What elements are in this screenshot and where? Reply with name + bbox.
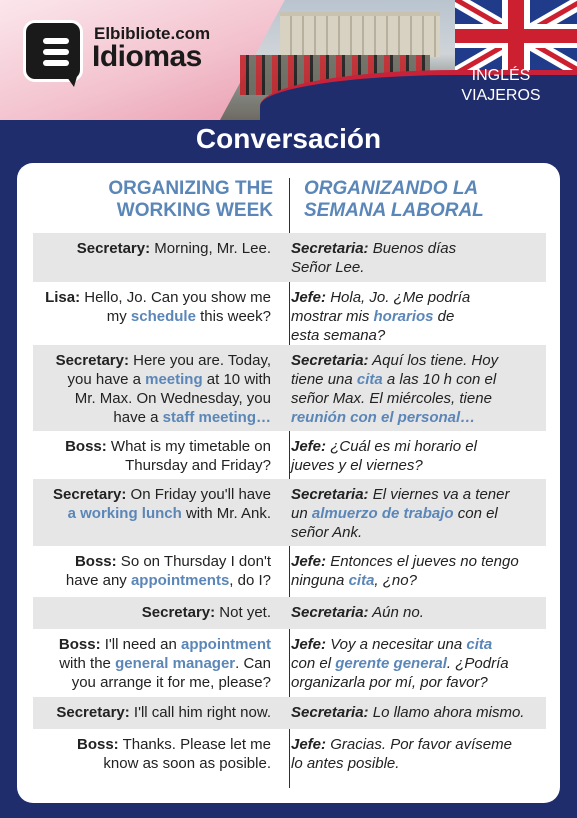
english-line	[41, 597, 271, 622]
dialogue-row	[33, 431, 546, 479]
dialogue-text: I'll call him right now.	[129, 704, 271, 721]
dialogue-text: Thanks. Please let me	[118, 736, 271, 753]
logo-title: Idiomas	[92, 40, 202, 73]
vocabulary-highlight: horarios	[373, 308, 434, 325]
dialogue-text: Gracias. Por favor avíseme	[326, 736, 512, 753]
dialogue-text: Morning, Mr. Lee.	[150, 240, 271, 257]
dialogue-text: Here you are. Today,	[128, 352, 271, 369]
dialogue-text: con el	[291, 655, 336, 672]
logo-site-name: Elbibliote.com	[94, 24, 211, 43]
english-column-heading	[37, 178, 273, 222]
spanish-line	[291, 431, 541, 475]
dialogue-text: Entonces el jueves no tengo	[326, 553, 519, 570]
speaker-label: Boss:	[77, 736, 119, 753]
spanish-column-heading	[304, 178, 540, 222]
vocabulary-highlight: meeting	[145, 371, 203, 388]
speaker-label: Boss:	[65, 438, 107, 455]
english-line	[41, 282, 271, 326]
dialogue-text: Hola, Jo. ¿Me podría	[326, 289, 471, 306]
vocabulary-highlight: cita	[356, 371, 383, 388]
spanish-line	[291, 597, 541, 622]
speaker-label: Secretary:	[56, 704, 130, 721]
dialogue-text: un	[291, 505, 312, 522]
header	[0, 0, 577, 120]
spanish-line	[291, 479, 541, 542]
english-line	[41, 479, 271, 523]
dialogue-text: ninguna	[291, 572, 349, 589]
dialogue-text: at 10 with	[202, 371, 271, 388]
dialogue-text: , ¿no?	[374, 572, 417, 589]
dialogue-text: my	[106, 308, 131, 325]
english-line	[41, 729, 271, 773]
dialogue-text: have a	[113, 409, 163, 426]
dialogue-text: . Can	[235, 655, 271, 672]
vocabulary-highlight: general manager	[115, 655, 236, 672]
speaker-label: Boss:	[58, 636, 101, 653]
dialogue-text: . ¿Podría	[446, 655, 509, 672]
spanish-heading-line-1: ORGANIZANDO LA	[304, 178, 479, 199]
dialogue-text: Not yet.	[215, 604, 271, 621]
dialogue-row	[33, 629, 546, 697]
dialogue-rows	[33, 233, 546, 777]
speaker-label: Lisa:	[45, 289, 81, 306]
english-line	[41, 697, 271, 722]
dialogue-text: know as soon as posible.	[103, 755, 271, 772]
english-heading-line-1: ORGANIZING THE	[108, 178, 273, 199]
speaker-label: Secretary:	[76, 240, 151, 257]
dialogue-text: a las 10 h con el	[382, 371, 497, 388]
speaker-label: Secretaria:	[291, 352, 369, 369]
vocabulary-highlight: staff meeting…	[162, 409, 271, 426]
dialogue-text: ¿Cuál es mi horario el	[326, 438, 477, 455]
dialogue-text: Lo llamo ahora mismo.	[368, 704, 525, 721]
speaker-label: Jefe:	[291, 289, 327, 306]
vocabulary-highlight: gerente general	[335, 655, 447, 672]
dialogue-row	[33, 729, 546, 777]
badge-line-1: INGLÉS	[471, 67, 531, 84]
vocabulary-highlight: almuerzo de trabajo	[311, 505, 454, 522]
vocabulary-highlight: cita	[466, 636, 493, 653]
vocabulary-highlight: cita	[348, 572, 375, 589]
english-line	[41, 546, 271, 590]
spanish-line	[291, 697, 541, 722]
dialogue-text: Aún no.	[368, 604, 424, 621]
union-jack-flag-icon	[455, 0, 577, 72]
dialogue-text: tiene una	[291, 371, 357, 388]
speaker-label: Secretary:	[141, 604, 216, 621]
palace-image	[280, 12, 440, 57]
vocabulary-highlight: appointments	[130, 572, 230, 589]
badge-line-2: VIAJEROS	[461, 87, 541, 104]
spanish-line	[291, 729, 541, 773]
dialogue-text: señor Ank.	[291, 524, 363, 541]
dialogue-text: , do I?	[229, 572, 271, 589]
speaker-label: Secretary:	[53, 486, 127, 503]
dialogue-text: you arrange it for me, please?	[71, 674, 271, 691]
dialogue-text: So on Thursday I don't	[116, 553, 271, 570]
english-heading-line-2: WORKING WEEK	[116, 200, 273, 221]
spanish-line	[291, 233, 541, 277]
dialogue-row	[33, 282, 546, 345]
speaker-label: Secretaria:	[291, 604, 369, 621]
page-title: Conversación	[195, 123, 382, 154]
dialogue-text: esta semana?	[291, 327, 386, 344]
dialogue-text: I'll need an	[100, 636, 181, 653]
speaker-label: Jefe:	[291, 636, 327, 653]
dialogue-row	[33, 697, 546, 729]
vocabulary-highlight: a working lunch	[67, 505, 182, 522]
speaker-label: Secretaria:	[291, 240, 369, 257]
dialogue-row	[33, 479, 546, 546]
dialogue-text: with Mr. Ank.	[181, 505, 271, 522]
dialogue-text: Buenos días	[368, 240, 457, 257]
dialogue-text: Señor Lee.	[291, 259, 365, 276]
dialogue-row	[33, 546, 546, 597]
dialogue-text: lo antes posible.	[291, 755, 400, 772]
dialogue-text: organizarla por mí, por favor?	[291, 674, 488, 691]
dialogue-text: El viernes va a tener	[368, 486, 510, 503]
dialogue-text: this week?	[195, 308, 271, 325]
speaker-label: Secretaria:	[291, 704, 369, 721]
dialogue-row	[33, 345, 546, 431]
dialogue-text: Hello, Jo. Can you show me	[80, 289, 271, 306]
dialogue-text: con el	[453, 505, 498, 522]
dialogue-text: you have a	[67, 371, 146, 388]
english-line	[41, 345, 271, 427]
conversation-card	[17, 163, 560, 803]
dialogue-text: Aquí los tiene. Hoy	[368, 352, 499, 369]
dialogue-row	[33, 597, 546, 629]
spanish-line	[291, 345, 541, 427]
speaker-label: Jefe:	[291, 736, 327, 753]
dialogue-text: Mr. Max. On Wednesday, you	[74, 390, 271, 407]
english-line	[41, 629, 271, 692]
logo-icon	[23, 20, 83, 82]
dialogue-text: with the	[59, 655, 116, 672]
spanish-line	[291, 282, 541, 345]
dialogue-text: señor Max. El miércoles, tiene	[291, 390, 492, 407]
spanish-line	[291, 629, 541, 692]
category-badge	[446, 66, 556, 116]
dialogue-text: mostrar mis	[291, 308, 374, 325]
speaker-label: Boss:	[74, 553, 117, 570]
vocabulary-highlight: reunión con el personal…	[291, 409, 476, 426]
vocabulary-highlight: schedule	[130, 308, 196, 325]
dialogue-text: What is my timetable on	[106, 438, 271, 455]
english-line	[41, 233, 271, 258]
spanish-heading-line-2: SEMANA LABORAL	[304, 200, 484, 221]
english-line	[41, 431, 271, 475]
speaker-label: Secretary:	[55, 352, 129, 369]
dialogue-row	[33, 233, 546, 282]
dialogue-text: Thursday and Friday?	[125, 457, 271, 474]
speaker-label: Secretaria:	[291, 486, 369, 503]
speaker-label: Jefe:	[291, 438, 327, 455]
dialogue-text: jueves y el viernes?	[291, 457, 423, 474]
spanish-line	[291, 546, 541, 590]
dialogue-text: Voy a necesitar una	[326, 636, 467, 653]
vocabulary-highlight: appointment	[181, 636, 271, 653]
dialogue-text: de	[433, 308, 455, 325]
dialogue-text: On Friday you'll have	[126, 486, 271, 503]
speaker-label: Jefe:	[291, 553, 327, 570]
dialogue-text: have any	[65, 572, 131, 589]
